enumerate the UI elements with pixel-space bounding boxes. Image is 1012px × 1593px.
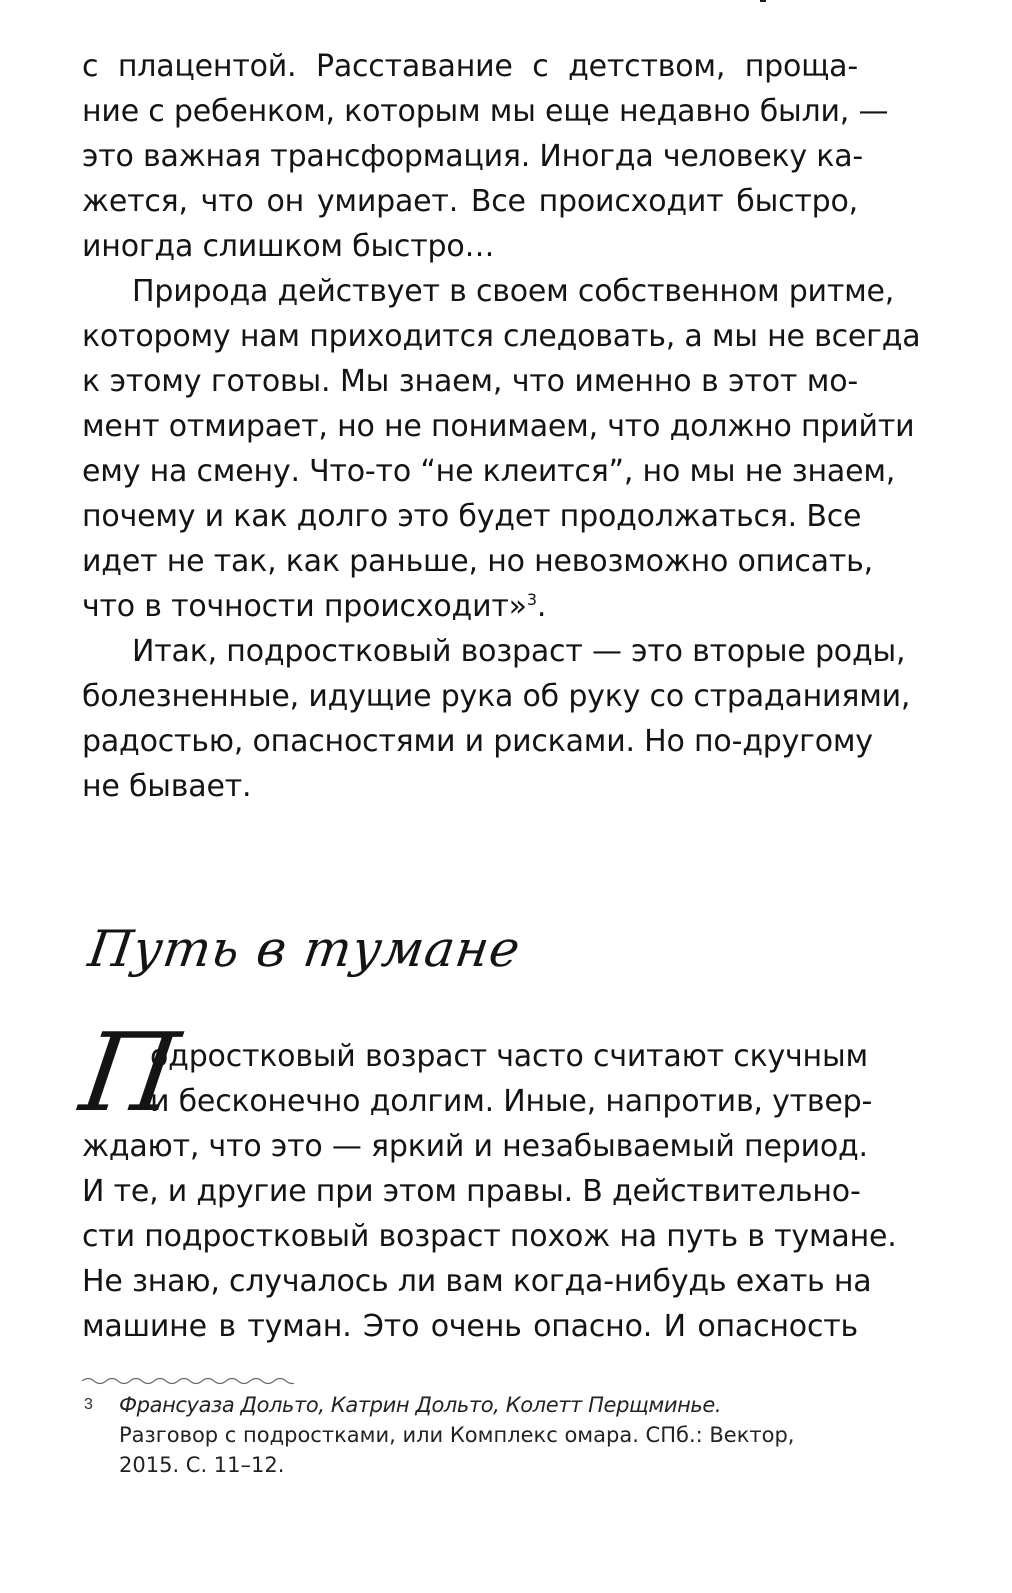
paragraph-line: почему и как долго это будет продолжаться. Все bbox=[82, 499, 862, 534]
paragraph-line: машине в туман. Это очень опасно. И опасность bbox=[82, 1309, 858, 1344]
paragraph-line: ние с ребенком, которым мы еще недавно были, — bbox=[82, 94, 889, 129]
footnote-separator bbox=[82, 1376, 294, 1386]
paragraph-line: которому нам приходится следовать, а мы не всегда bbox=[82, 319, 921, 354]
paragraph-line: к этому готовы. Мы знаем, что именно в этот мо- bbox=[82, 364, 858, 399]
footnote-line: 2015. С. 11–12. bbox=[119, 1453, 285, 1477]
paragraph-line: жется, что он умирает. Все происходит быстро, bbox=[82, 184, 858, 219]
footnote-number: 3 bbox=[84, 1396, 93, 1413]
paragraph-line: болезненные, идущие рука об руку со страданиями, bbox=[82, 679, 911, 714]
footnote-line: Разговор с подростками, или Комплекс омара. СПб.: Вектор, bbox=[119, 1423, 795, 1447]
paragraph-line: ему на смену. Что-то “не клеится”, но мы не знаем, bbox=[82, 454, 896, 489]
footnote-authors: Франсуаза Дольто, Катрин Дольто, Колетт Перщминье. bbox=[119, 1393, 722, 1417]
paragraph-line: не бывает. bbox=[82, 769, 252, 804]
paragraph-line: одростковый возраст часто считают скучным bbox=[150, 1039, 868, 1074]
paragraph-line: Итак, подростковый возраст — это вторые роды, bbox=[132, 634, 906, 669]
paragraph-line: радостью, опасностями и рисками. Но по-другому bbox=[82, 724, 873, 759]
paragraph-line-with-footnote bbox=[82, 584, 858, 630]
paragraph-line: с плацентой. Расставание с детством, проща- bbox=[82, 49, 858, 84]
top-edge-mark bbox=[760, 0, 766, 2]
paragraph-line: мент отмирает, но не понимаем, что должно прийти bbox=[82, 409, 915, 444]
drop-cap: П bbox=[73, 1011, 186, 1136]
paragraph-line: Природа действует в своем собственном ритме, bbox=[132, 274, 895, 309]
paragraph-line: И те, и другие при этом правы. В действительно- bbox=[82, 1174, 861, 1209]
section-heading: Путь в тумане bbox=[84, 920, 525, 978]
paragraph-text: что в точности происходит» bbox=[82, 589, 527, 624]
paragraph-line: и бесконечно долгим. Иные, напротив, утвер- bbox=[150, 1084, 873, 1119]
paragraph-line: ждают, что это — яркий и незабываемый период. bbox=[82, 1129, 868, 1164]
paragraph-line: Не знаю, случалось ли вам когда-нибудь ехать на bbox=[82, 1264, 872, 1299]
footnote-reference[interactable]: 3 bbox=[526, 590, 537, 609]
paragraph-line: иногда слишком быстро… bbox=[82, 229, 495, 264]
paragraph-line: сти подростковый возраст похож на путь в тумане. bbox=[82, 1219, 897, 1254]
paragraph-line: это важная трансформация. Иногда человеку ка- bbox=[82, 139, 864, 174]
paragraph-end: . bbox=[536, 589, 547, 624]
paragraph-line: идет не так, как раньше, но невозможно описать, bbox=[82, 544, 873, 579]
